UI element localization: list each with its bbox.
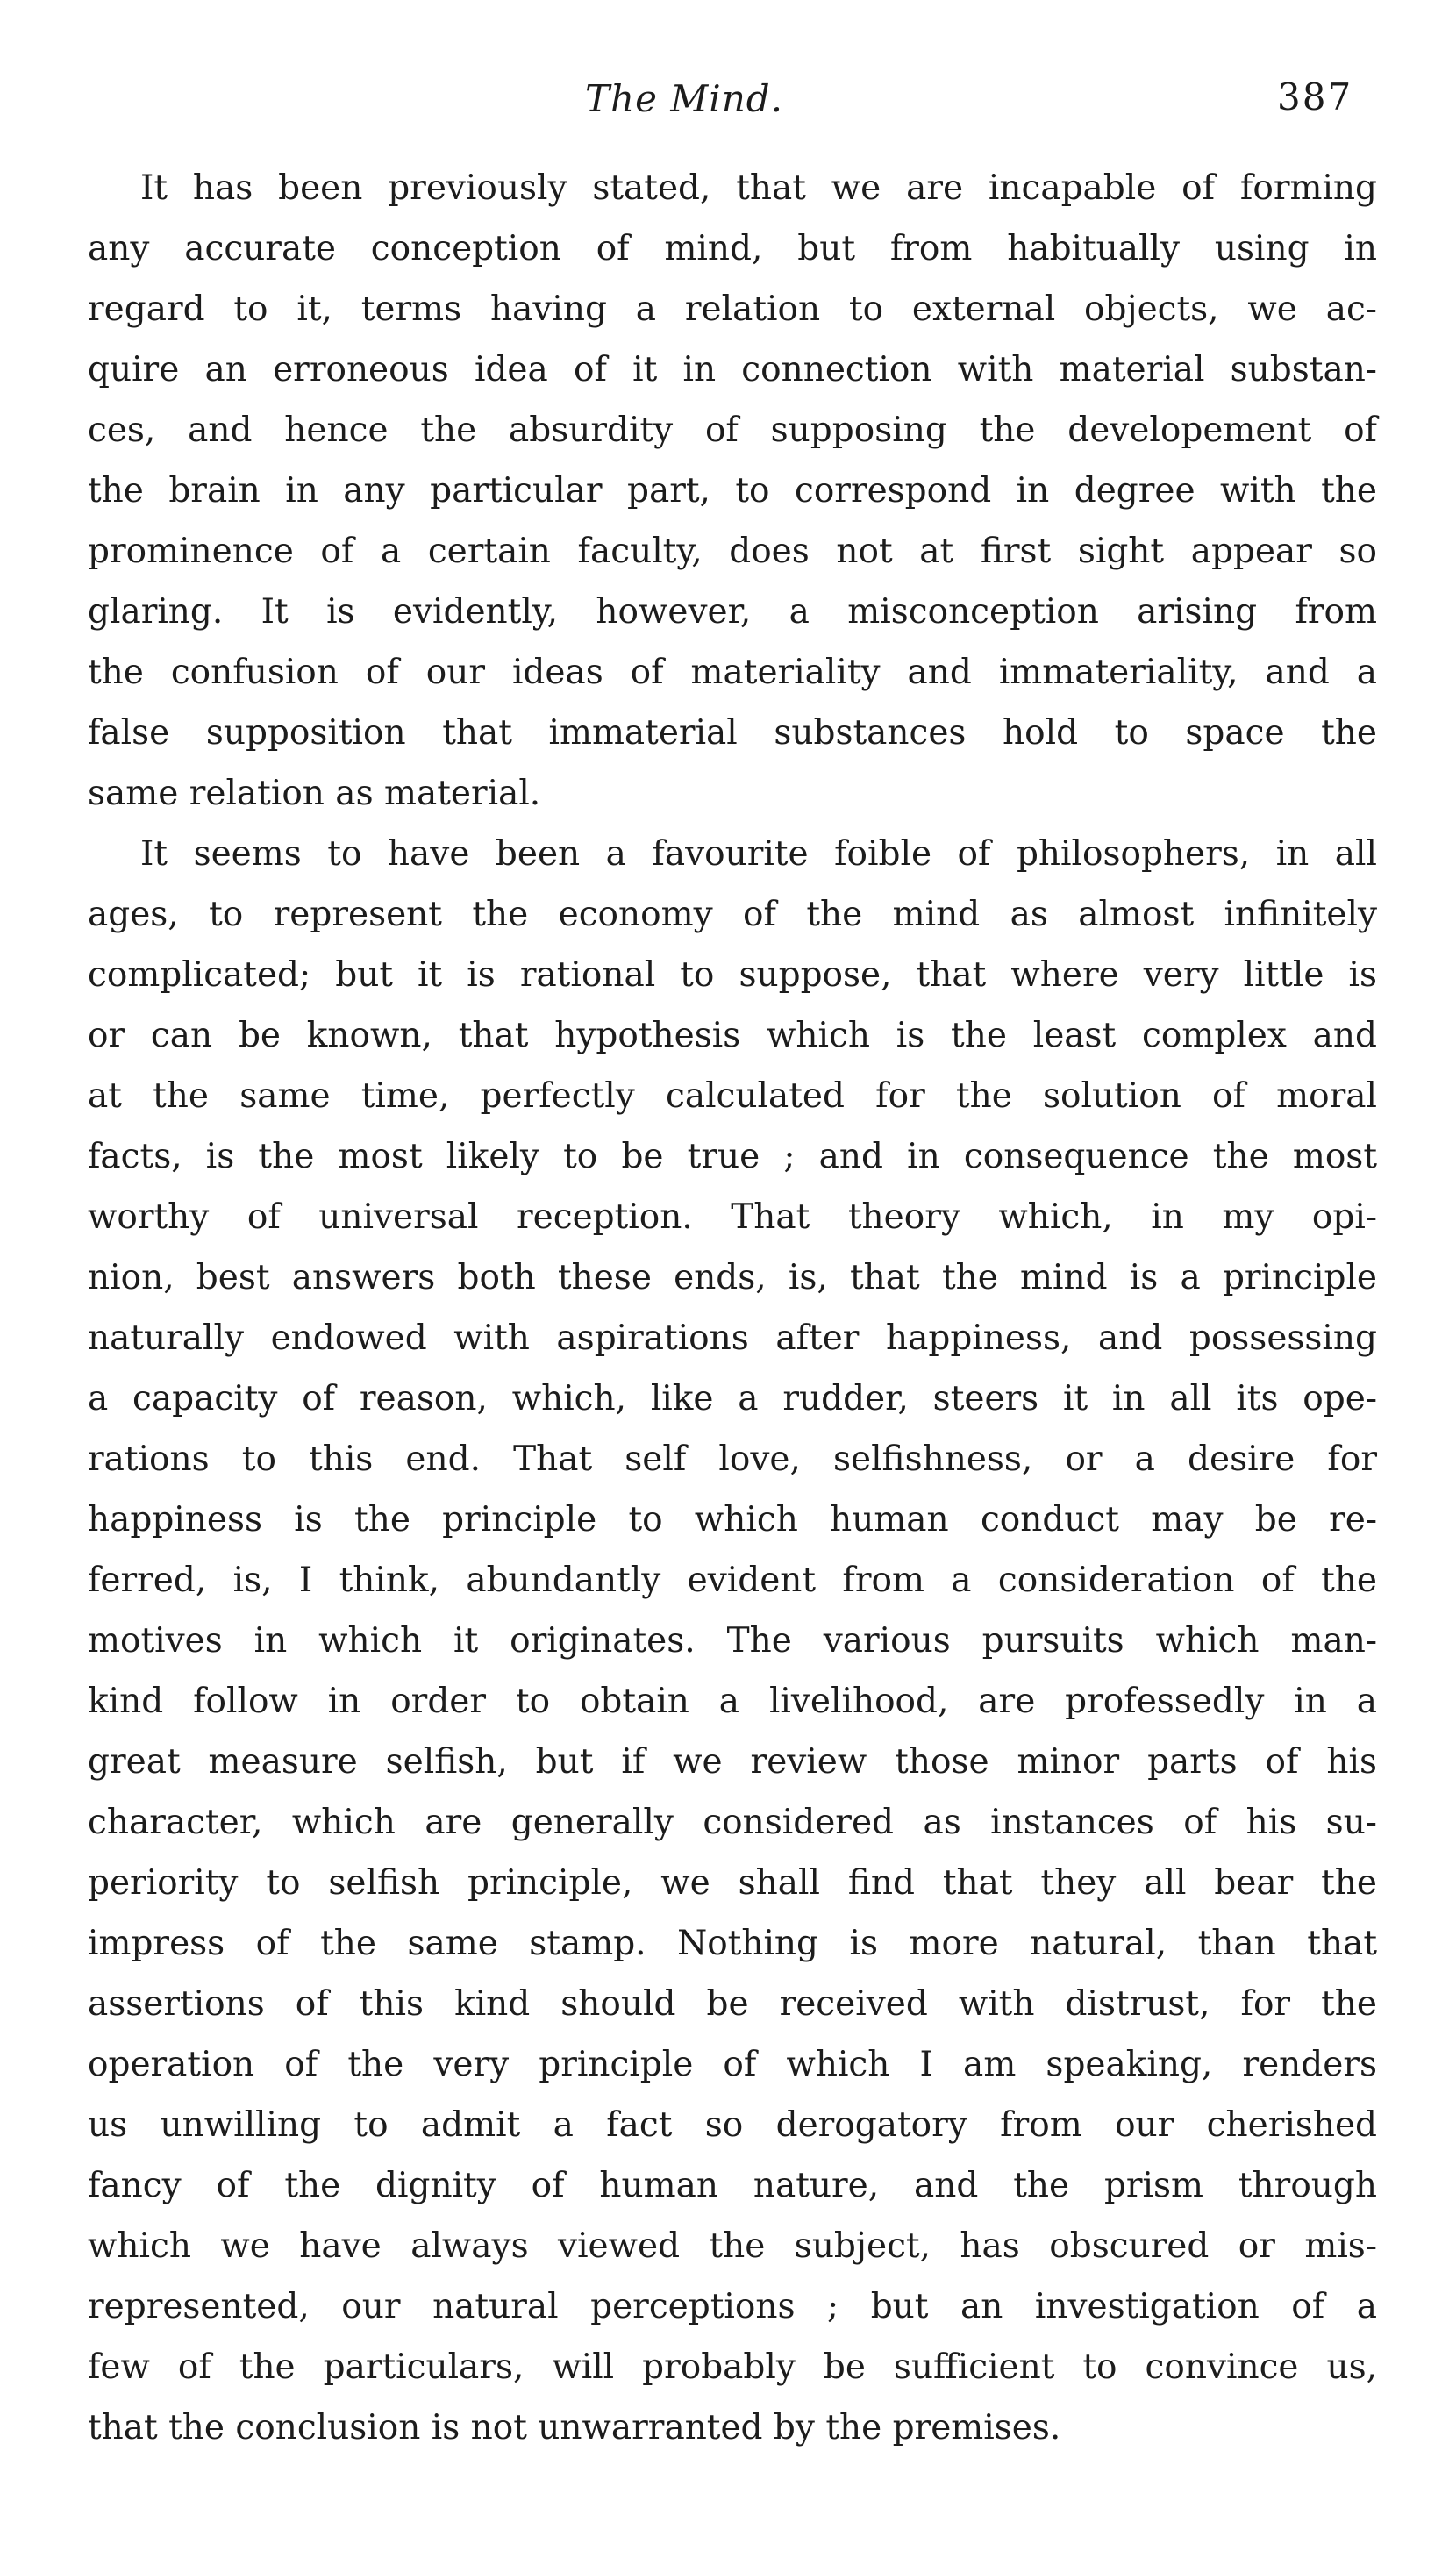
- text-line: assertions of this kind should be received with distrust, for the: [88, 1984, 1377, 2024]
- text-line: false supposition that immaterial substances hold to space the: [88, 713, 1377, 753]
- text-line: ages, to represent the economy of the mind as almost infinitely: [88, 895, 1377, 934]
- text-line: a capacity of reason, which, like a rudder, steers it in all its ope-: [88, 1379, 1377, 1418]
- text-line: periority to selfish principle, we shall find that they all bear the: [88, 1863, 1377, 1903]
- text-line: us unwilling to admit a fact so derogatory from our cherished: [88, 2105, 1377, 2145]
- body-text: [88, 158, 1377, 2458]
- text-line: at the same time, perfectly calculated for the solution of moral: [88, 1076, 1377, 1116]
- text-line: facts, is the most likely to be true ; and in consequence the most: [88, 1137, 1377, 1176]
- text-line: operation of the very principle of which I am speaking, renders: [88, 2045, 1377, 2084]
- text-line: represented, our natural perceptions ; but an investigation of a: [88, 2287, 1377, 2326]
- text-line: It has been previously stated, that we are incapable of forming: [140, 168, 1377, 208]
- text-line: ferred, is, I think, abundantly evident from a consideration of the: [88, 1561, 1377, 1600]
- paragraph-2: [88, 824, 1377, 2458]
- text-line: great measure selfish, but if we review those minor parts of his: [88, 1742, 1377, 1782]
- text-line: complicated; but it is rational to suppose, that where very little is: [88, 955, 1377, 995]
- text-line: quire an erroneous idea of it in connection with material substan-: [88, 350, 1377, 389]
- text-line: happiness is the principle to which human conduct may be re-: [88, 1500, 1377, 1540]
- text-line: the brain in any particular part, to correspond in degree with the: [88, 471, 1377, 511]
- text-line: nion, best answers both these ends, is, that the mind is a principle: [88, 1258, 1377, 1297]
- text-line: fancy of the dignity of human nature, and the prism through: [88, 2166, 1377, 2205]
- page-number: 387: [1277, 75, 1353, 118]
- text-line: worthy of universal reception. That theory which, in my opi-: [88, 1197, 1377, 1237]
- text-line: any accurate conception of mind, but from habitually using in: [88, 229, 1377, 268]
- text-line: or can be known, that hypothesis which is the least complex and: [88, 1016, 1377, 1055]
- text-line: character, which are generally considered as instances of his su-: [88, 1803, 1377, 1842]
- running-title: The Mind.: [585, 77, 783, 120]
- text-line: same relation as material.: [88, 774, 541, 813]
- text-line: glaring. It is evidently, however, a misconception arising from: [88, 592, 1377, 632]
- text-line: prominence of a certain faculty, does not at first sight appear so: [88, 532, 1377, 571]
- text-line: impress of the same stamp. Nothing is more natural, than that: [88, 1924, 1377, 1963]
- text-line: kind follow in order to obtain a livelihood, are professedly in a: [88, 1682, 1377, 1721]
- text-line: few of the particulars, will probably be sufficient to convince us,: [88, 2347, 1377, 2387]
- text-line: naturally endowed with aspirations after happiness, and possessing: [88, 1318, 1377, 1358]
- text-line: regard to it, terms having a relation to external objects, we ac-: [88, 289, 1377, 329]
- paragraph-1: [88, 158, 1377, 824]
- text-line: that the conclusion is not unwarranted by the premises.: [88, 2408, 1061, 2447]
- text-line: the confusion of our ideas of materiality and immateriality, and a: [88, 653, 1377, 692]
- text-line: It seems to have been a favourite foible of philosophers, in all: [140, 834, 1377, 874]
- text-line: rations to this end. That self love, selfishness, or a desire for: [88, 1440, 1377, 1479]
- text-line: motives in which it originates. The various pursuits which man-: [88, 1621, 1377, 1661]
- text-line: which we have always viewed the subject, has obscured or mis-: [88, 2226, 1377, 2266]
- text-line: ces, and hence the absurdity of supposing the developement of: [88, 411, 1377, 450]
